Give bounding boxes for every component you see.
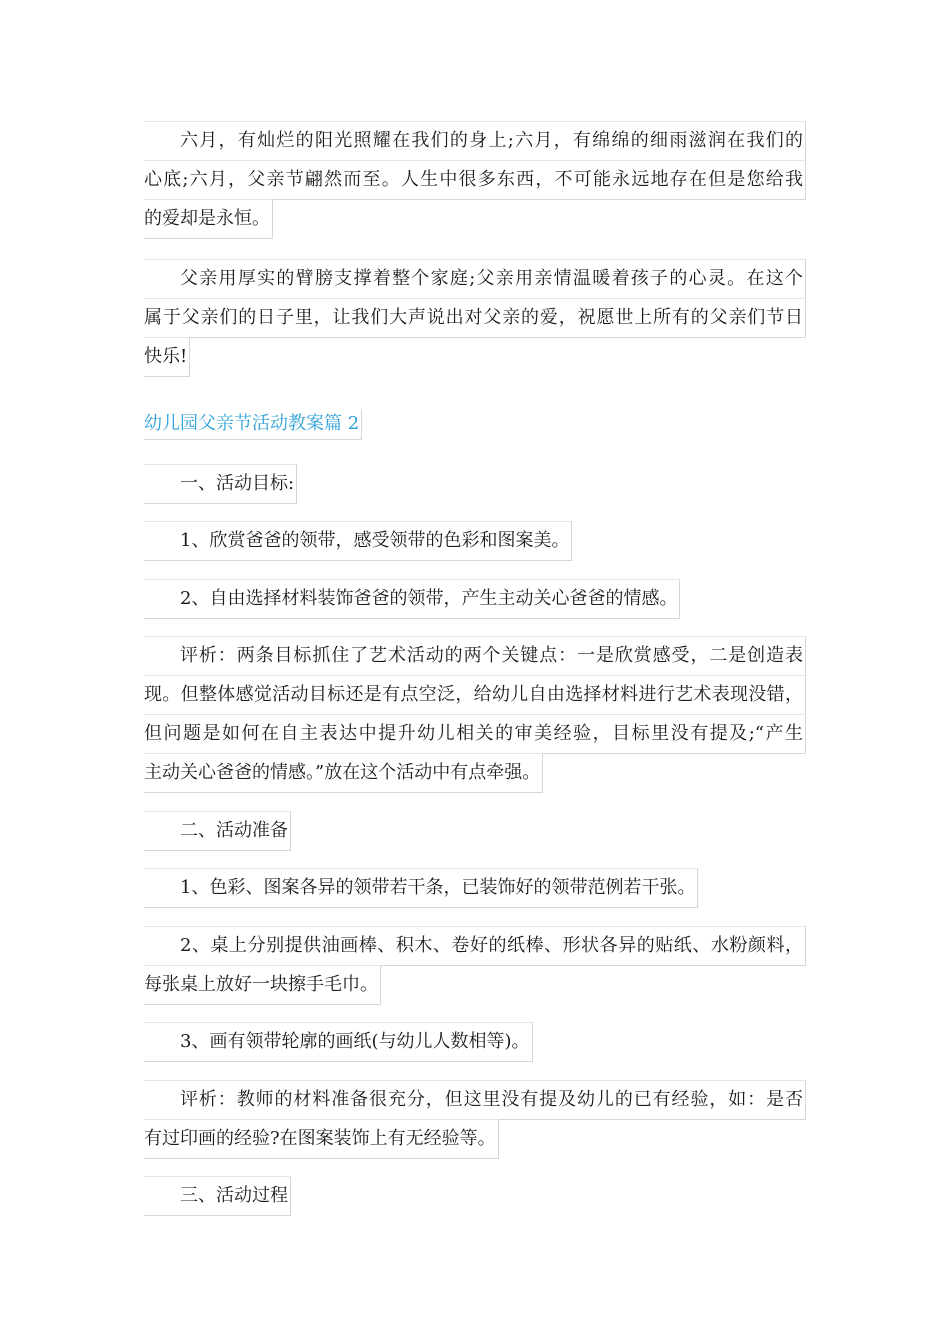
intro-paragraph-1	[144, 121, 806, 238]
section-heading: 幼儿园父亲节活动教案篇 2	[144, 409, 362, 440]
process-title	[144, 1176, 806, 1215]
goals-title	[144, 464, 806, 503]
list-item: 2、自由选择材料装饰爸爸的领带，产生主动关心爸爸的情感。	[144, 579, 680, 619]
paragraph-line: 主动关心爸爸的情感。”放在这个活动中有点牵强。	[144, 753, 543, 793]
paragraph-line: 的爱却是永恒。	[144, 199, 273, 239]
paragraph-line: 心底;六月，父亲节翩然而至。人生中很多东西，不可能永远地存在但是您给我	[144, 160, 806, 200]
review-paragraph-2	[144, 1080, 806, 1158]
list-item: 1、欣赏爸爸的领带，感受领带的色彩和图案美。	[144, 521, 572, 561]
prep-item-3	[144, 1022, 806, 1061]
intro-paragraph-2	[144, 259, 806, 376]
paragraph-line: 属于父亲们的日子里，让我们大声说出对父亲的爱，祝愿世上所有的父亲们节日	[144, 298, 806, 338]
prep-item-2	[144, 926, 806, 1004]
paragraph-line: 有过印画的经验?在图案装饰上有无经验等。	[144, 1119, 499, 1159]
goal-item-1	[144, 521, 806, 560]
section-title: 二、活动准备	[144, 811, 291, 851]
list-item: 1、色彩、图案各异的领带若干条，已装饰好的领带范例若干张。	[144, 868, 698, 908]
goal-item-2	[144, 579, 806, 618]
list-item: 每张桌上放好一块擦手毛巾。	[144, 965, 381, 1005]
paragraph-line: 六月，有灿烂的阳光照耀在我们的身上;六月，有绵绵的细雨滋润在我们的	[144, 121, 806, 161]
list-item: 3、画有领带轮廓的画纸(与幼儿人数相等)。	[144, 1022, 533, 1062]
paragraph-line: 评析：教师的材料准备很充分，但这里没有提及幼儿的已有经验，如：是否	[144, 1080, 806, 1120]
prep-item-1	[144, 868, 806, 907]
paragraph-line: 但问题是如何在自主表达中提升幼儿相关的审美经验，目标里没有提及;“产生	[144, 714, 806, 754]
paragraph-line: 父亲用厚实的臂膀支撑着整个家庭;父亲用亲情温暖着孩子的心灵。在这个	[144, 259, 806, 299]
list-item: 2、桌上分别提供油画棒、积木、卷好的纸棒、形状各异的贴纸、水粉颜料，	[144, 926, 806, 966]
section-title: 一、活动目标:	[144, 464, 297, 504]
paragraph-line: 现。但整体感觉活动目标还是有点空泛，给幼儿自由选择材料进行艺术表现没错，	[144, 675, 806, 715]
prep-title	[144, 811, 806, 850]
paragraph-line: 快乐!	[144, 337, 190, 377]
review-paragraph-1	[144, 636, 806, 792]
paragraph-line: 评析：两条目标抓住了艺术活动的两个关键点：一是欣赏感受，二是创造表	[144, 636, 806, 676]
section-title: 三、活动过程	[144, 1176, 291, 1216]
